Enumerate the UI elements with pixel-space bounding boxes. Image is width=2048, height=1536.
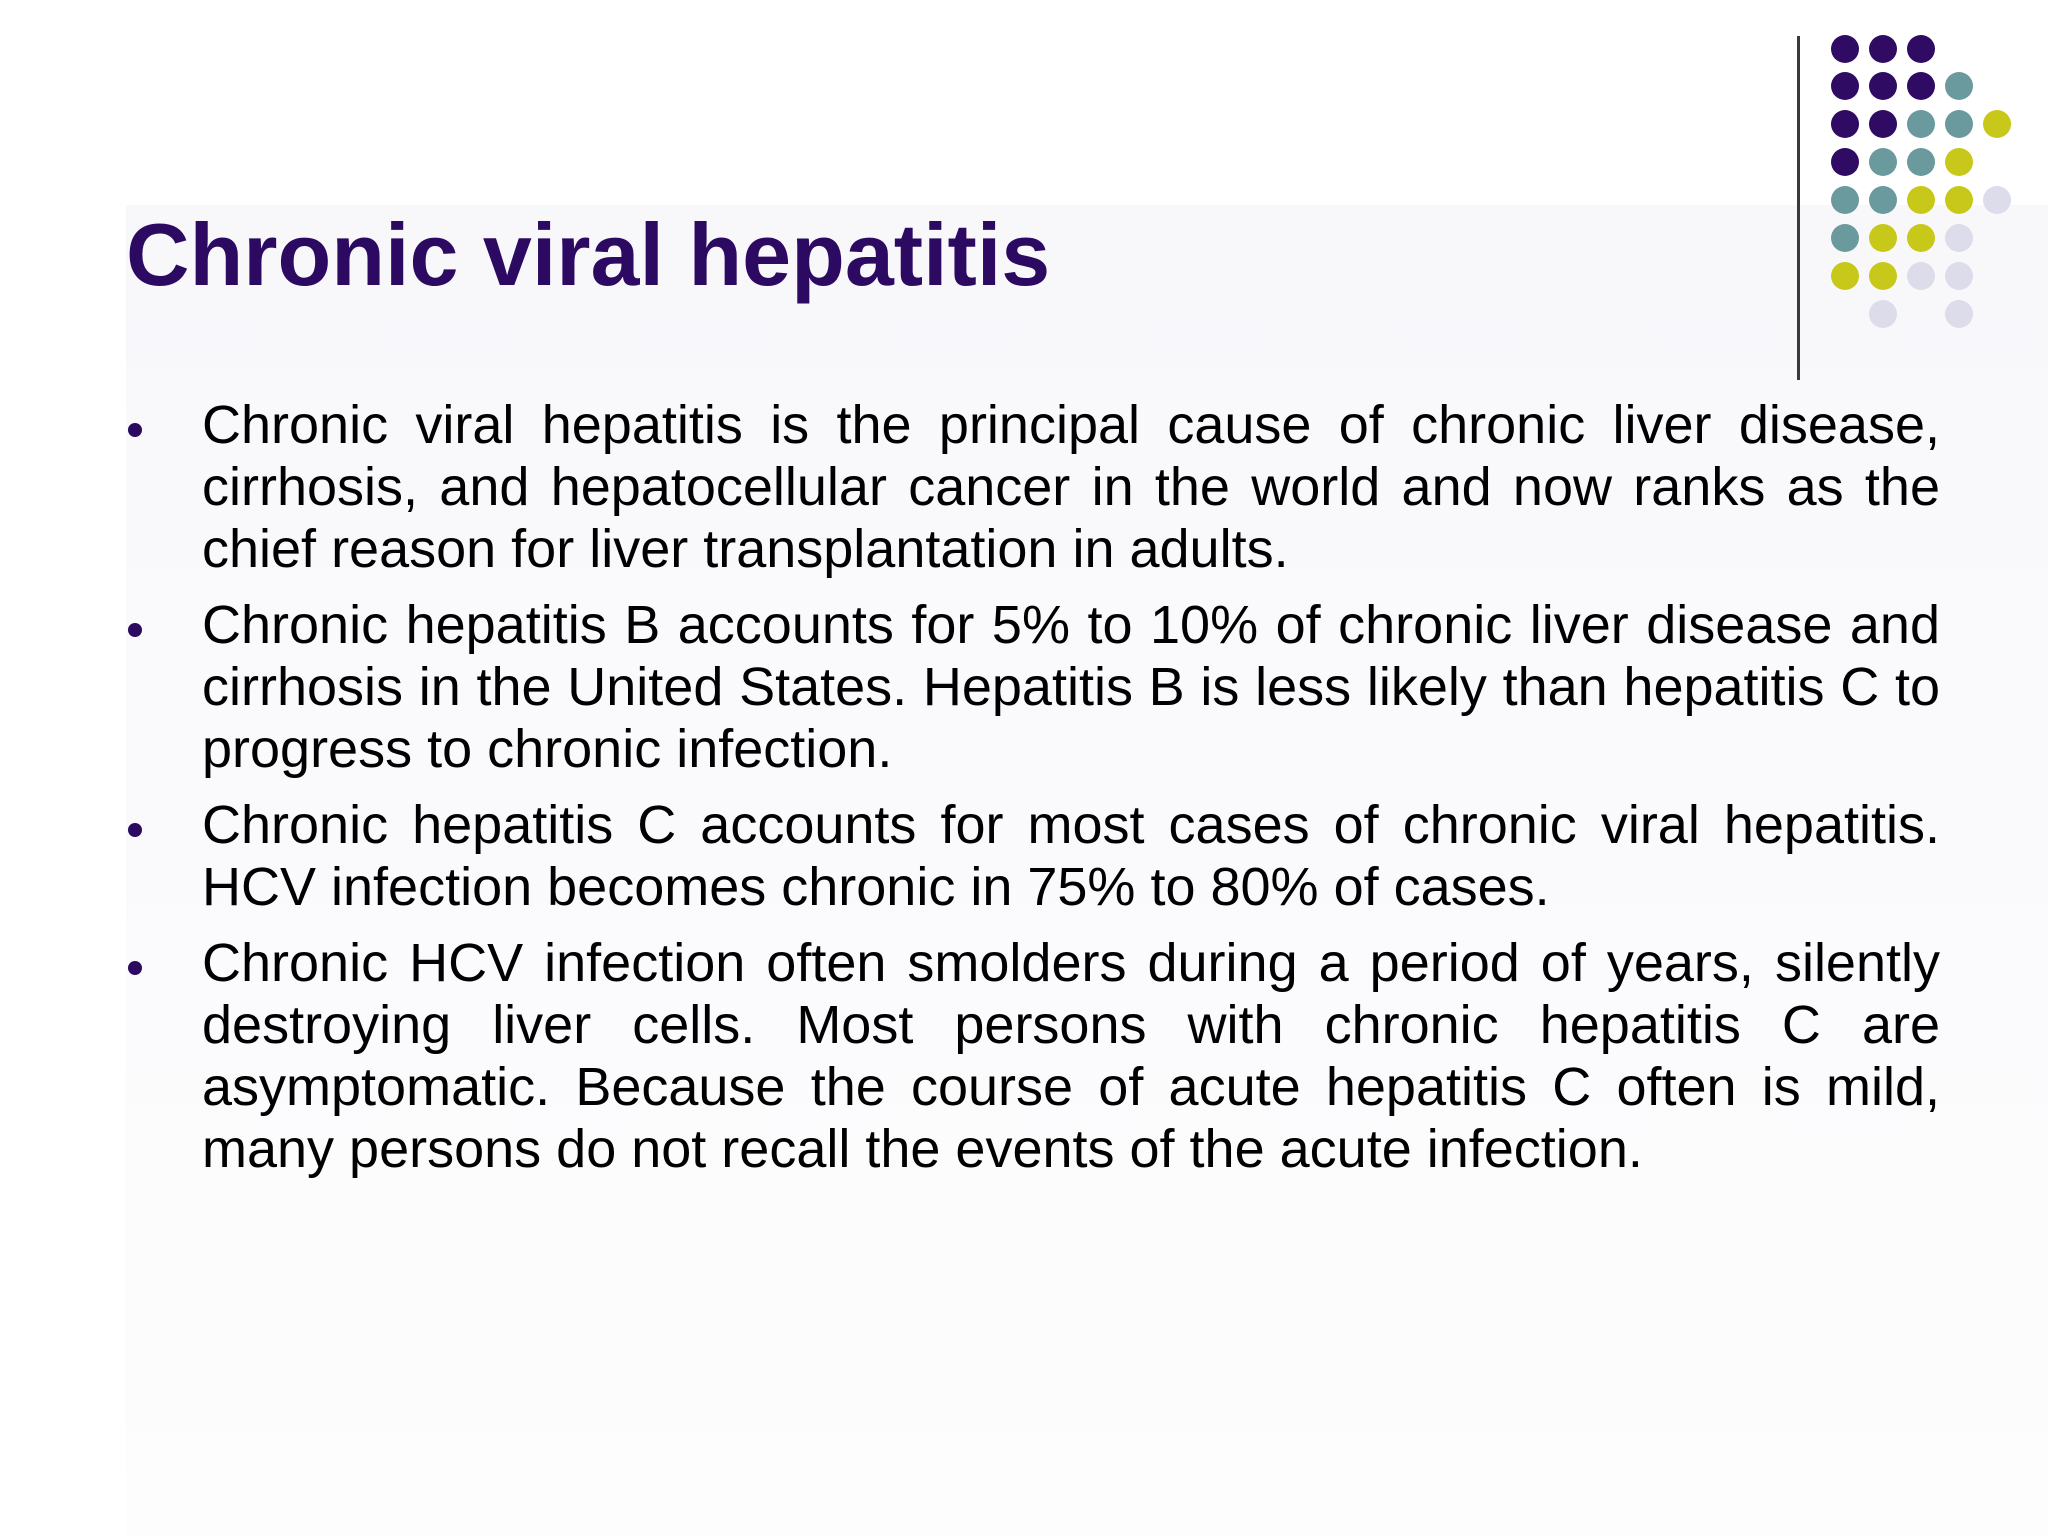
- bullet-item: [126, 594, 1940, 780]
- slide-title: Chronic viral hepatitis: [126, 205, 1051, 304]
- decorative-dot-grid: [0, 0, 2048, 400]
- decorative-dot: [1831, 148, 1859, 176]
- decorative-dot: [1869, 224, 1897, 252]
- decorative-dot: [1869, 72, 1897, 100]
- decorative-dot: [1945, 148, 1973, 176]
- decorative-dot: [1869, 186, 1897, 214]
- decorative-dot: [1869, 110, 1897, 138]
- decorative-dot: [1869, 300, 1897, 328]
- decorative-dot: [1907, 110, 1935, 138]
- bullet-text: Chronic hepatitis B accounts for 5% to 10% of chronic liver disease and cirrhosis in the United States. Hepatitis B is less likely than hepatitis C to progress to chronic infection.: [202, 595, 1940, 779]
- decorative-dot: [1869, 148, 1897, 176]
- decorative-dot: [1907, 224, 1935, 252]
- decorative-dot: [1907, 148, 1935, 176]
- bullet-point-icon: [128, 961, 142, 975]
- decorative-dot: [1907, 262, 1935, 290]
- bullet-list: [126, 394, 1940, 1194]
- decorative-dot: [1831, 186, 1859, 214]
- bullet-point-icon: [128, 423, 142, 437]
- decorative-dot: [1907, 186, 1935, 214]
- bullet-point-icon: [128, 623, 142, 637]
- decorative-dot: [1907, 35, 1935, 63]
- decorative-dot: [1907, 72, 1935, 100]
- decorative-dot: [1831, 224, 1859, 252]
- bullet-point-icon: [128, 823, 142, 837]
- decorative-dot: [1831, 35, 1859, 63]
- bullet-text: Chronic viral hepatitis is the principal cause of chronic liver disease, cirrhosis, and hepatocellular cancer in the world and now ranks as the chief reason for liver transplantation in adults.: [202, 395, 1940, 579]
- decorative-dot: [1831, 262, 1859, 290]
- decorative-dot: [1945, 110, 1973, 138]
- bullet-text: Chronic hepatitis C accounts for most cases of chronic viral hepatitis. HCV infection becomes chronic in 75% to 80% of cases.: [202, 795, 1940, 917]
- decorative-dot: [1945, 224, 1973, 252]
- decorative-dot: [1831, 110, 1859, 138]
- decorative-dot: [1831, 72, 1859, 100]
- decorative-dot: [1945, 262, 1973, 290]
- decorative-dot: [1869, 35, 1897, 63]
- bullet-item: [126, 932, 1940, 1180]
- bullet-text: Chronic HCV infection often smolders during a period of years, silently destroying liver cells. Most persons with chronic hepatitis C are asymptomatic. Because the course of acute hepatitis C often is mild, many persons do not recall the events of the acute infection.: [202, 933, 1940, 1179]
- decorative-dot: [1945, 186, 1973, 214]
- decorative-dot: [1983, 110, 2011, 138]
- bullet-item: [126, 394, 1940, 580]
- decorative-dot: [1945, 72, 1973, 100]
- decorative-dot: [1945, 300, 1973, 328]
- decorative-dot: [1983, 186, 2011, 214]
- decorative-dot: [1869, 262, 1897, 290]
- bullet-item: [126, 794, 1940, 918]
